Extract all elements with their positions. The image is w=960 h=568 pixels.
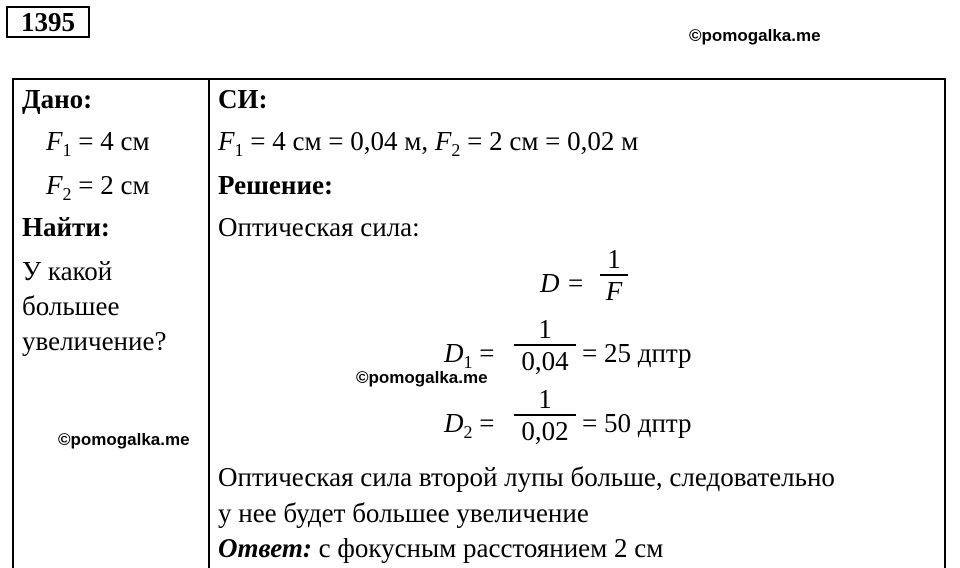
f1-sub: 1: [62, 140, 72, 160]
watermark-left: ©pomogalka.me: [58, 430, 190, 449]
f1-var: F: [46, 126, 63, 156]
formula-den: F: [605, 276, 623, 306]
si-f1-var: F: [218, 126, 235, 156]
conclusion-line-1: Оптическая сила второй лупы больше, следовательно: [218, 462, 835, 492]
given-f2: [46, 170, 150, 209]
problem-number: 1395: [6, 6, 90, 38]
si-f2-rest: = 2 см = 0,02 м: [460, 126, 639, 156]
conclusion-line-2: у нее будет большее увеличение: [218, 498, 589, 528]
find-line-2: большее: [22, 291, 120, 321]
si-f1-rest: = 4 см = 0,04 м,: [243, 126, 435, 156]
watermark-middle: ©pomogalka.me: [356, 368, 488, 387]
formula-num: 1: [607, 244, 621, 274]
find-heading: Найти:: [22, 212, 110, 242]
solution-intro: Оптическая сила:: [218, 212, 420, 242]
given-f1: [46, 126, 150, 165]
f2-sub: 2: [62, 184, 72, 204]
formula-fraction: [600, 244, 628, 306]
answer-label: Ответ:: [218, 533, 312, 563]
si-heading: СИ:: [218, 84, 268, 114]
si-f1-sub: 1: [234, 140, 244, 160]
d2-fraction: [514, 384, 576, 446]
f2-var: F: [46, 170, 63, 200]
d2-den: 0,02: [521, 416, 569, 446]
d1-den: 0,04: [521, 346, 569, 376]
d1-fraction: [514, 314, 576, 376]
f1-rest: = 4 см: [71, 126, 150, 156]
d2-result: = 50 дптр: [582, 408, 692, 438]
watermark-top: ©pomogalka.me: [689, 26, 821, 45]
si-line: [218, 126, 638, 165]
d2-num: 1: [538, 384, 552, 414]
solution-heading: Решение:: [218, 170, 333, 200]
d1-lhs: $D_1$ =: [444, 338, 495, 372]
si-f2-sub: 2: [451, 140, 461, 160]
answer-text: с фокусным расстоянием 2 см: [311, 533, 664, 563]
d2-lhs: $D_2$ =: [444, 408, 495, 442]
find-line-1: У какой: [22, 256, 113, 286]
d1-num: 1: [538, 314, 552, 344]
si-f2-var: F: [434, 126, 452, 156]
f2-rest: = 2 см: [71, 170, 150, 200]
d1-result: = 25 дптр: [582, 338, 692, 368]
given-heading: Дано:: [22, 84, 93, 114]
find-line-3: увеличение?: [22, 326, 167, 356]
formula-lhs: D =: [540, 268, 585, 298]
answer-line: [218, 533, 663, 563]
column-divider: [208, 78, 210, 568]
